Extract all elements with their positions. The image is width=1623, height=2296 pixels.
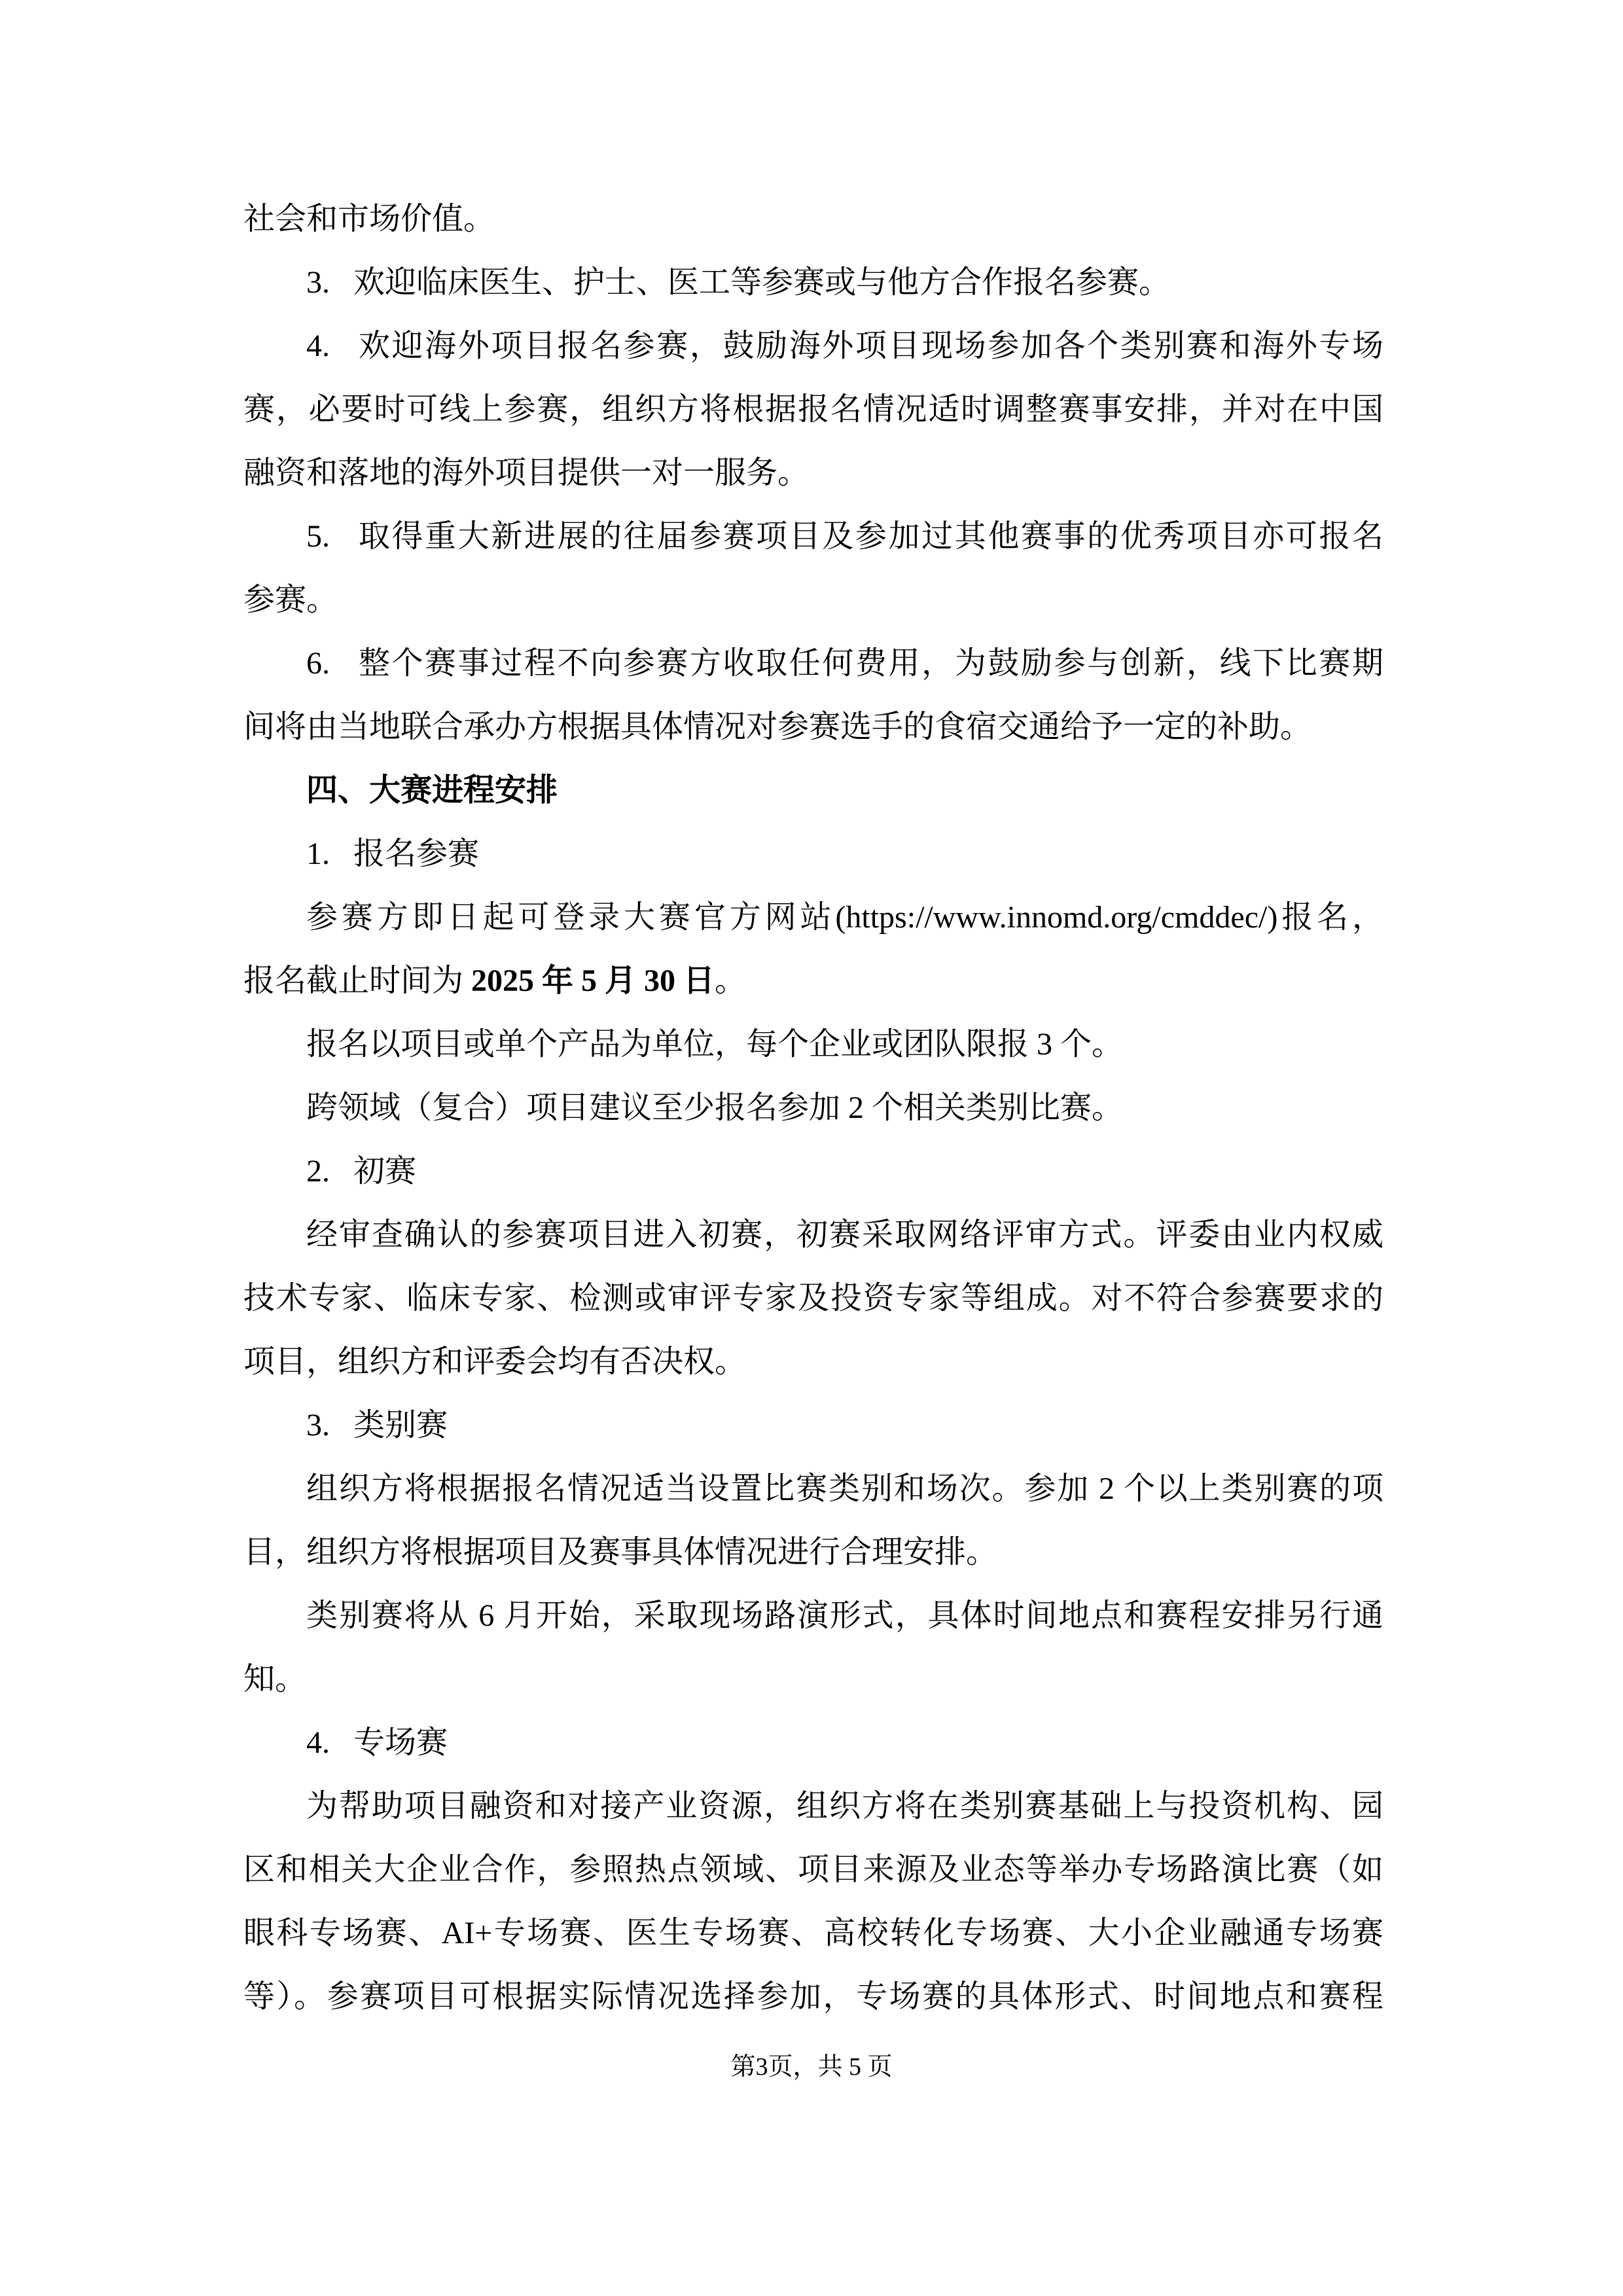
text-run: 社会和市场价值。: [243, 202, 495, 236]
text-line: [243, 568, 1383, 632]
text-line: [243, 1584, 1383, 1647]
text-line: [243, 187, 1383, 251]
text-run: 3. 类别赛: [306, 1408, 448, 1443]
text-line: [243, 378, 1383, 441]
text-run: 经审查确认的参赛项目进入初赛，初赛采取网络评审方式。评委由业内权威: [306, 1217, 1383, 1252]
text-line: [243, 822, 1383, 886]
text-run: 3. 欢迎临床医生、护士、医工等参赛或与他方合作报名参赛。: [306, 265, 1171, 300]
text-run: 4. 专场赛: [306, 1725, 448, 1760]
text-line: [243, 1203, 1383, 1266]
text-line: [243, 505, 1383, 568]
text-line: [243, 314, 1383, 378]
text-run: 6. 整个赛事过程不向参赛方收取任何费用，为鼓励参与创新，线下比赛期: [306, 646, 1383, 681]
text-run: 5. 取得重大新进展的往届参赛项目及参加过其他赛事的优秀项目亦可报名: [306, 519, 1383, 554]
text-run: 报名截止时间为: [243, 963, 472, 998]
document-body: [243, 187, 1383, 2028]
text-line: [243, 1330, 1383, 1393]
text-run: 眼科专场赛、AI+专场赛、医生专场赛、高校转化专场赛、大小企业融通专场赛: [243, 1916, 1383, 1950]
text-run: 技术专家、临床专家、检测或审评专家及投资专家等组成。对不符合参赛要求的: [243, 1281, 1383, 1316]
text-line: [243, 1520, 1383, 1584]
text-line: [243, 1139, 1383, 1203]
text-run: 1. 报名参赛: [306, 836, 480, 871]
text-run: 知。: [243, 1662, 307, 1696]
text-run: 参赛。: [243, 583, 338, 617]
text-run: 类别赛将从 6 月开始，采取现场路演形式，具体时间地点和赛程安排另行通: [306, 1598, 1383, 1633]
text-run: 目，组织方将根据项目及赛事具体情况进行合理安排。: [243, 1535, 998, 1570]
text-line: [243, 441, 1383, 505]
bold-text-run: 四、大赛进程安排: [306, 773, 558, 808]
text-line: [243, 1838, 1383, 1901]
text-line: [243, 695, 1383, 759]
text-line: [243, 251, 1383, 314]
text-run: 融资和落地的海外项目提供一对一服务。: [243, 456, 810, 490]
text-line: [243, 886, 1383, 949]
text-run: 等）。参赛项目可根据实际情况选择参加，专场赛的具体形式、时间地点和赛程: [243, 1979, 1383, 2014]
text-line: [243, 1647, 1383, 1711]
text-run: 赛，必要时可线上参赛，组织方将根据报名情况适时调整赛事安排，并对在中国: [243, 392, 1383, 427]
text-run: 报名以项目或单个产品为单位，每个企业或团队限报 3 个。: [306, 1027, 1124, 1062]
text-run: 2. 初赛: [306, 1154, 417, 1189]
text-run: 间将由当地联合承办方根据具体情况对参赛选手的食宿交通给予一定的补助。: [243, 709, 1312, 744]
text-line: [243, 1457, 1383, 1520]
text-line: [243, 1013, 1383, 1076]
page-number: 第3页，共 5 页: [730, 2053, 893, 2081]
text-run: 项目，组织方和评委会均有否决权。: [243, 1344, 747, 1379]
text-line: [243, 949, 1383, 1013]
text-run: 跨领域（复合）项目建议至少报名参加 2 个相关类别比赛。: [306, 1090, 1124, 1125]
text-line: [243, 1711, 1383, 1774]
text-line: [243, 1774, 1383, 1838]
text-run: 4. 欢迎海外项目报名参赛，鼓励海外项目现场参加各个类别赛和海外专场: [306, 329, 1383, 363]
text-line: [243, 1076, 1383, 1139]
text-line: [243, 632, 1383, 695]
text-line: [243, 1965, 1383, 2028]
text-line: [243, 1393, 1383, 1457]
text-line: [243, 1901, 1383, 1965]
text-run: 参赛方即日起可登录大赛官方网站(https://www.innomd.org/cmddec/)报名，: [306, 900, 1383, 935]
text-run: 组织方将根据报名情况适当设置比赛类别和场次。参加 2 个以上类别赛的项: [306, 1471, 1383, 1506]
section-heading: [243, 759, 1383, 822]
text-run: 区和相关大企业合作，参照热点领域、项目来源及业态等举办专场路演比赛（如: [243, 1852, 1383, 1887]
bold-text-run: 2025 年 5 月 30 日: [471, 963, 715, 998]
text-line: [243, 1266, 1383, 1330]
text-run: 。: [715, 963, 747, 998]
text-run: 为帮助项目融资和对接产业资源，组织方将在类别赛基础上与投资机构、园: [306, 1789, 1383, 1823]
